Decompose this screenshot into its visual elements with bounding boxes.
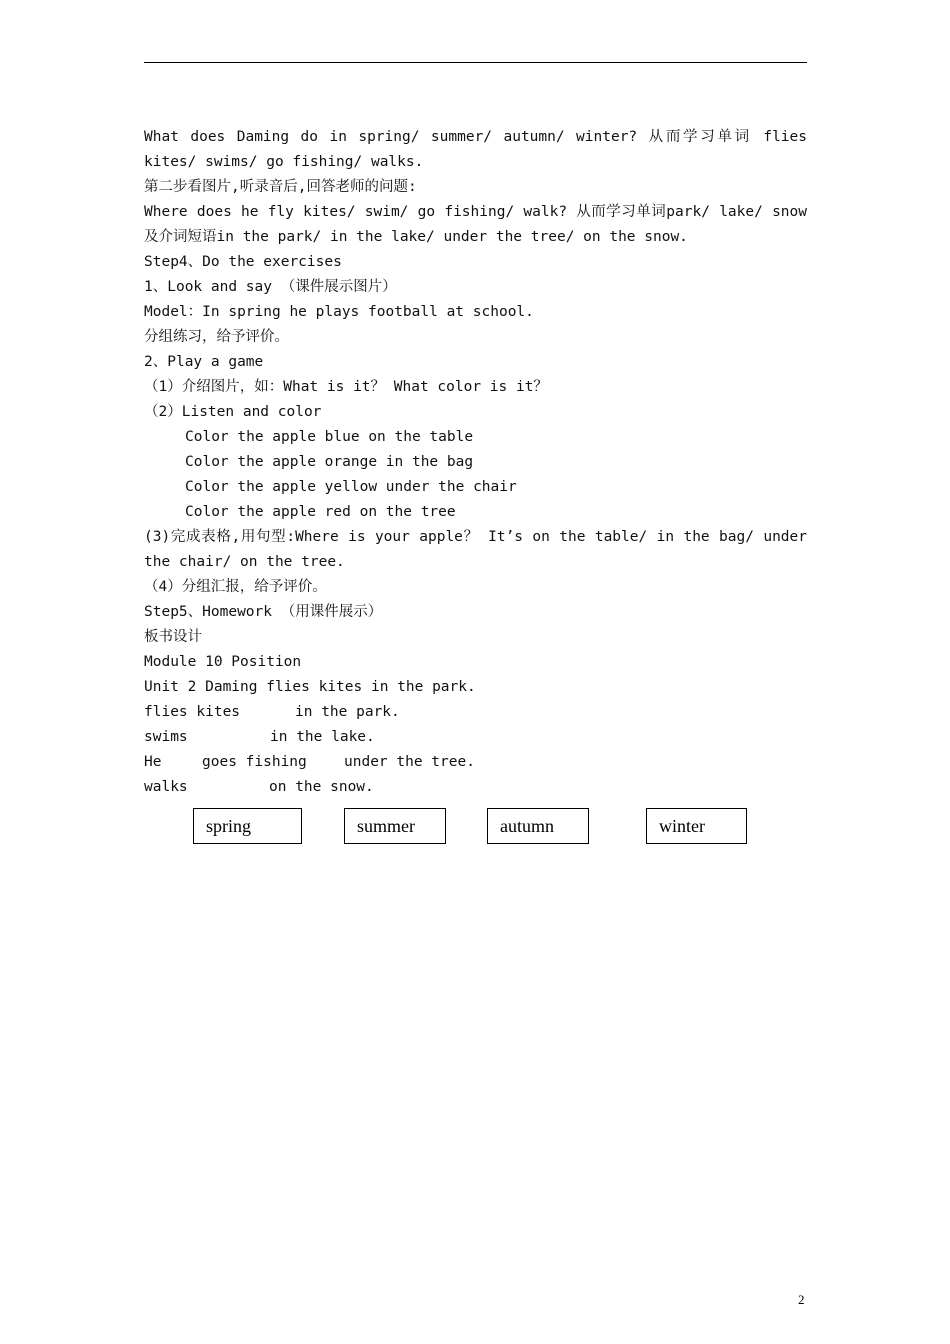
instruction-line: Color the apple orange in the bag — [185, 454, 474, 470]
instruction-line: Color the apple red on the tree — [185, 504, 456, 520]
list-item: （2）Listen and color — [144, 404, 322, 420]
board-row — [144, 775, 807, 800]
board-subject: He — [144, 754, 162, 770]
page-number: 2 — [798, 1292, 805, 1307]
board-place: on the snow. — [269, 779, 374, 795]
paragraph-line: 及介词短语in the park/ in the lake/ under the tree/ on the snow. — [144, 229, 688, 245]
board-subtitle: Unit 2 Daming flies kites in the park. — [144, 679, 476, 695]
paragraph-line: 分组练习，给予评价。 — [144, 329, 289, 345]
list-item: (3)完成表格,用句型:Where is your apple？ It’s on the table/ in the bag/ under — [144, 529, 807, 545]
list-item: （1）介绍图片，如：What is it？ What color is it？ — [144, 379, 548, 395]
instruction-line: Color the apple blue on the table — [185, 429, 474, 445]
board-place: under the tree. — [344, 754, 475, 770]
step-heading: Step5、Homework （用课件展示） — [144, 604, 383, 620]
season-card-autumn: autumn — [487, 808, 589, 844]
list-item: （4）分组汇报，给予评价。 — [144, 579, 327, 595]
board-place: in the lake. — [270, 729, 375, 745]
board-verb: swims — [144, 729, 188, 745]
board-verb: flies kites — [144, 704, 241, 720]
board-row — [144, 700, 807, 725]
model-sentence: Model：In spring he plays football at school. — [144, 304, 534, 320]
document-body — [144, 125, 807, 800]
paragraph-line: What does Daming do in spring/ summer/ autumn/ winter? 从而学习单词 flies — [144, 129, 807, 145]
paragraph-line: Where does he fly kites/ swim/ go fishing/ walk? 从而学习单词park/ lake/ snow — [144, 204, 807, 220]
exercise-heading: 1、Look and say （课件展示图片） — [144, 279, 397, 295]
paragraph-line: 第二步看图片,听录音后,回答老师的问题: — [144, 179, 417, 195]
board-row — [144, 725, 807, 750]
board-verb: walks — [144, 779, 188, 795]
season-card-spring: spring — [193, 808, 302, 844]
step-heading: Step4、Do the exercises — [144, 254, 342, 270]
paragraph-line: kites/ swims/ go fishing/ walks. — [144, 154, 424, 170]
season-card-summer: summer — [344, 808, 446, 844]
exercise-heading: 2、Play a game — [144, 354, 264, 370]
section-heading: 板书设计 — [144, 629, 202, 645]
header-rule — [144, 62, 807, 63]
season-card-winter: winter — [646, 808, 747, 844]
board-verb: goes fishing — [202, 754, 307, 770]
board-title: Module 10 Position — [144, 654, 302, 670]
board-place: in the park. — [295, 704, 400, 720]
instruction-line: Color the apple yellow under the chair — [185, 479, 517, 495]
paragraph-line: the chair/ on the tree. — [144, 554, 345, 570]
board-row — [144, 750, 807, 775]
